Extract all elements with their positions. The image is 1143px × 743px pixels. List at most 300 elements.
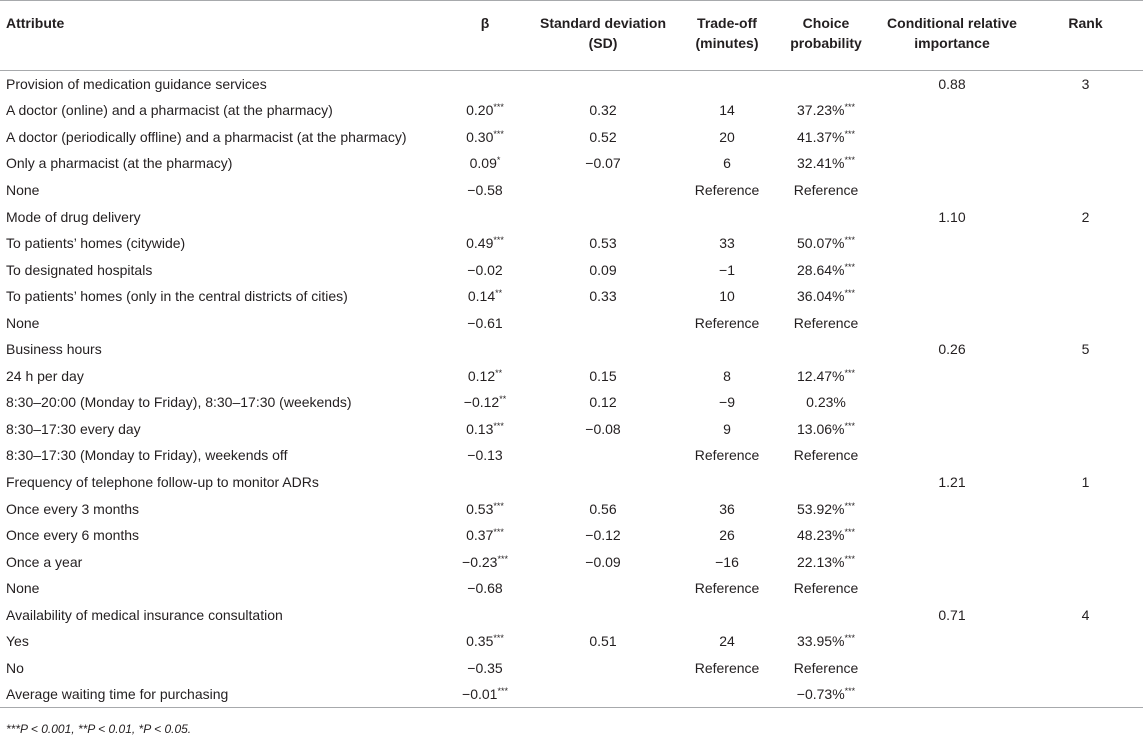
table-row [0,71,1143,98]
attribute-cell [0,309,442,336]
sd-cell [528,522,678,549]
importance-cell [876,124,1028,151]
significance-marker: *** [493,500,504,511]
importance-cell [876,97,1028,124]
attribute-cell-value: To patients’ homes (only in the central districts of cities) [6,288,348,305]
header-row [0,1,1143,71]
beta-cell [442,336,528,363]
tradeoff-cell [678,230,776,257]
attribute-cell-value: 8:30–20:00 (Monday to Friday), 8:30–17:30 (weekends) [6,394,352,411]
rank-cell-value: 5 [1081,341,1090,358]
attribute-cell-value: None [6,314,40,331]
sd-cell [528,124,678,151]
choice-cell-value: 48.23% [797,527,845,544]
significance-marker: *** [844,102,855,113]
importance-cell [876,601,1028,628]
table-row [0,681,1143,708]
choice-cell-value: Reference [793,659,859,676]
sd-cell [528,442,678,469]
beta-cell-value: −0.02 [467,261,503,278]
choice-cell-value: Reference [793,447,859,464]
sd-cell-value: 0.52 [589,128,617,145]
significance-marker: *** [493,527,504,538]
table-row [0,628,1143,655]
importance-cell [876,309,1028,336]
attribute-cell [0,150,442,177]
tradeoff-cell [678,548,776,575]
beta-cell-value: −0.58 [467,181,503,198]
attribute-cell-value: To designated hospitals [6,261,153,278]
attribute-cell [0,442,442,469]
tradeoff-cell [678,283,776,310]
tradeoff-cell [678,309,776,336]
rank-cell [1028,416,1143,443]
table-row [0,203,1143,230]
beta-cell-value: −0.01 [462,686,498,703]
sd-cell [528,681,678,708]
choice-cell-value: 22.13% [797,553,845,570]
sd-cell [528,416,678,443]
attribute-cell-value: A doctor (periodically offline) and a pharmacist (at the pharmacy) [6,128,407,145]
importance-cell [876,522,1028,549]
beta-cell [442,416,528,443]
beta-cell [442,575,528,602]
rank-cell [1028,442,1143,469]
tradeoff-cell [678,256,776,283]
significance-marker: *** [844,500,855,511]
sd-cell-value: 0.12 [589,394,617,411]
rank-cell [1028,495,1143,522]
choice-cell [776,442,876,469]
attribute-cell [0,655,442,682]
sd-cell [528,336,678,363]
beta-cell [442,203,528,230]
sd-cell [528,177,678,204]
table-row [0,389,1143,416]
table-row [0,256,1143,283]
sd-cell [528,203,678,230]
tradeoff-cell [678,495,776,522]
rank-cell [1028,150,1143,177]
choice-cell [776,495,876,522]
rank-cell [1028,71,1143,98]
sd-cell-value: −0.07 [585,155,621,172]
attribute-cell-value: To patients’ homes (citywide) [6,235,186,252]
rank-cell-value: 3 [1081,76,1090,93]
attribute-cell-value: None [6,580,40,597]
beta-cell-value: −0.68 [467,580,503,597]
choice-cell [776,363,876,390]
choice-cell [776,655,876,682]
beta-cell [442,601,528,628]
sd-cell-value: 0.53 [589,235,617,252]
sd-cell [528,548,678,575]
header-sd: Standard deviation (SD) [528,1,678,71]
choice-cell [776,601,876,628]
importance-cell-value: 0.71 [938,606,966,623]
header-choice-probability: Choice probability [776,1,876,71]
significance-marker: *** [844,420,855,431]
tradeoff-cell-value: Reference [694,659,760,676]
significance-marker: ** [495,288,503,299]
beta-cell-value: 0.30 [466,128,494,145]
tradeoff-cell-value: 33 [719,235,735,252]
attribute-cell [0,548,442,575]
attribute-cell-value: Availability of medical insurance consultation [6,606,283,623]
attribute-cell-value: Average waiting time for purchasing [6,686,229,703]
sd-cell-value: 0.09 [589,261,617,278]
sd-cell-value: −0.09 [585,553,621,570]
rank-cell [1028,97,1143,124]
attribute-cell-value: A doctor (online) and a pharmacist (at the pharmacy) [6,102,333,119]
rank-cell [1028,283,1143,310]
attribute-cell [0,256,442,283]
beta-cell [442,389,528,416]
tradeoff-cell-value: 20 [719,128,735,145]
tradeoff-cell-value: 36 [719,500,735,517]
tradeoff-cell [678,97,776,124]
choice-cell-value: 36.04% [797,288,845,305]
attribute-cell-value: Only a pharmacist (at the pharmacy) [6,155,233,172]
beta-cell [442,256,528,283]
importance-cell [876,495,1028,522]
beta-cell-value: −0.23 [462,553,498,570]
rank-cell [1028,177,1143,204]
attribute-cell [0,389,442,416]
choice-cell [776,628,876,655]
choice-cell [776,71,876,98]
tradeoff-cell [678,575,776,602]
sd-cell [528,363,678,390]
beta-cell-value: −0.35 [467,659,503,676]
footnote: ***P < 0.001, **P < 0.01, *P < 0.05. [6,722,192,736]
importance-cell [876,71,1028,98]
attribute-cell [0,495,442,522]
attribute-cell-value: Frequency of telephone follow-up to monitor ADRs [6,473,319,490]
tradeoff-cell-value: 8 [723,367,731,384]
attribute-cell [0,575,442,602]
table-row [0,283,1143,310]
beta-cell [442,442,528,469]
table-row [0,336,1143,363]
importance-cell [876,150,1028,177]
tradeoff-cell [678,124,776,151]
attribute-cell [0,283,442,310]
tradeoff-cell [678,681,776,708]
rank-cell [1028,522,1143,549]
choice-cell [776,283,876,310]
table-header [0,1,1143,71]
attribute-cell-value: 24 h per day [6,367,84,384]
table-row [0,97,1143,124]
sd-cell [528,469,678,496]
attribute-cell [0,681,442,708]
tradeoff-cell [678,469,776,496]
beta-cell-value: −0.12 [463,394,500,411]
tradeoff-cell-value: −1 [719,261,735,278]
choice-cell-value: 12.47% [797,367,845,384]
choice-cell [776,389,876,416]
attribute-cell-value: Mode of drug delivery [6,208,141,225]
rank-cell [1028,124,1143,151]
importance-cell-value: 1.21 [938,473,966,490]
choice-cell [776,309,876,336]
choice-cell [776,256,876,283]
table-row [0,601,1143,628]
choice-cell-value: 13.06% [797,420,845,437]
attribute-cell-value: 8:30–17:30 (Monday to Friday), weekends off [6,447,288,464]
table-row [0,230,1143,257]
header-relative-importance: Conditional relative importance [876,1,1028,71]
table-body [0,71,1143,708]
beta-cell-value: −0.13 [467,447,503,464]
choice-cell-value: 32.41% [797,155,845,172]
rank-cell-value: 1 [1081,473,1090,490]
significance-marker: *** [493,235,504,246]
significance-marker: *** [493,633,504,644]
rank-cell [1028,601,1143,628]
importance-cell [876,681,1028,708]
sd-cell [528,256,678,283]
table-row [0,548,1143,575]
beta-cell [442,363,528,390]
tradeoff-cell [678,71,776,98]
importance-cell [876,256,1028,283]
attribute-cell [0,522,442,549]
attribute-cell [0,177,442,204]
sd-cell [528,283,678,310]
table-row [0,309,1143,336]
table-row [0,150,1143,177]
significance-marker: *** [497,553,508,564]
tradeoff-cell [678,177,776,204]
sd-cell-value: −0.12 [585,527,621,544]
attribute-cell [0,336,442,363]
tradeoff-cell-value: −9 [719,394,735,411]
rank-cell [1028,256,1143,283]
significance-marker: *** [844,235,855,246]
rank-cell [1028,575,1143,602]
rank-cell [1028,336,1143,363]
beta-cell-value: −0.61 [467,314,503,331]
importance-cell [876,416,1028,443]
tradeoff-cell-value: 24 [719,633,735,650]
choice-cell-value: 50.07% [797,235,845,252]
tradeoff-cell-value: Reference [694,314,760,331]
significance-marker: *** [493,128,504,139]
importance-cell [876,177,1028,204]
table-row [0,522,1143,549]
significance-marker: ** [495,367,503,378]
choice-cell [776,124,876,151]
beta-cell [442,495,528,522]
choice-cell [776,548,876,575]
beta-cell-value: 0.20 [466,102,494,119]
sd-cell-value: −0.08 [585,420,621,437]
beta-cell-value: 0.53 [466,500,494,517]
choice-cell-value: 41.37% [797,128,845,145]
tradeoff-cell [678,655,776,682]
beta-cell [442,309,528,336]
choice-cell [776,575,876,602]
beta-cell [442,97,528,124]
attribute-cell-value: Once a year [6,553,83,570]
rank-cell [1028,655,1143,682]
choice-cell [776,230,876,257]
significance-marker: *** [844,633,855,644]
tradeoff-cell-value: 14 [719,102,735,119]
sd-cell [528,309,678,336]
significance-marker: *** [493,102,504,113]
rank-cell [1028,548,1143,575]
significance-marker: ** [499,394,507,405]
tradeoff-cell [678,522,776,549]
importance-cell [876,283,1028,310]
attribute-cell [0,203,442,230]
choice-cell [776,416,876,443]
sd-cell [528,655,678,682]
choice-cell [776,469,876,496]
table-row [0,442,1143,469]
sd-cell-value: 0.15 [589,367,617,384]
attribute-cell-value: Provision of medication guidance services [6,76,267,93]
significance-marker: *** [844,288,855,299]
choice-cell [776,522,876,549]
table-row [0,363,1143,390]
choice-cell-value: Reference [793,181,859,198]
tradeoff-cell [678,601,776,628]
table-row [0,177,1143,204]
sd-cell [528,575,678,602]
significance-marker: *** [493,420,504,431]
beta-cell [442,655,528,682]
beta-cell-value: 0.13 [466,420,494,437]
beta-cell [442,681,528,708]
choice-cell-value: Reference [793,314,859,331]
importance-cell [876,442,1028,469]
sd-cell [528,97,678,124]
beta-cell [442,230,528,257]
choice-cell-value: 0.23% [806,394,846,411]
importance-cell [876,548,1028,575]
tradeoff-cell [678,628,776,655]
attribute-cell-value: Once every 6 months [6,527,140,544]
choice-cell-value: Reference [793,580,859,597]
attribute-cell [0,628,442,655]
attribute-cell [0,601,442,628]
importance-cell [876,363,1028,390]
significance-marker: *** [497,686,508,697]
table-row [0,655,1143,682]
tradeoff-cell-value: Reference [694,181,760,198]
choice-cell-value: −0.73% [796,686,845,703]
significance-marker: *** [844,686,856,697]
beta-cell-value: 0.09 [469,155,497,172]
importance-cell [876,230,1028,257]
choice-cell-value: 37.23% [797,102,845,119]
choice-cell [776,681,876,708]
attribute-cell [0,97,442,124]
header-beta: β [442,1,528,71]
sd-cell [528,601,678,628]
beta-cell [442,150,528,177]
attribute-cell [0,230,442,257]
sd-cell [528,71,678,98]
attribute-cell-value: Business hours [6,341,102,358]
tradeoff-cell [678,442,776,469]
importance-cell [876,336,1028,363]
tradeoff-cell [678,416,776,443]
beta-cell [442,177,528,204]
beta-cell [442,628,528,655]
tradeoff-cell-value: 26 [719,527,735,544]
importance-cell [876,628,1028,655]
tradeoff-cell [678,363,776,390]
importance-cell [876,655,1028,682]
sd-cell-value: 0.56 [589,500,617,517]
attribute-cell [0,124,442,151]
rank-cell [1028,309,1143,336]
attribute-cell-value: Yes [6,633,29,650]
rank-cell [1028,469,1143,496]
sd-cell-value: 0.51 [589,633,617,650]
sd-cell [528,389,678,416]
tradeoff-cell-value: Reference [694,447,760,464]
tradeoff-cell-value: −16 [715,553,739,570]
importance-cell-value: 0.88 [938,76,966,93]
attribute-cell [0,469,442,496]
rank-cell-value: 4 [1081,606,1090,623]
significance-marker: * [496,155,501,166]
rank-cell-value: 2 [1081,208,1090,225]
beta-cell [442,124,528,151]
sd-cell [528,150,678,177]
rank-cell [1028,389,1143,416]
header-rank: Rank [1028,1,1143,71]
tradeoff-cell-value: Reference [694,580,760,597]
importance-cell [876,389,1028,416]
tradeoff-cell [678,389,776,416]
rank-cell [1028,363,1143,390]
sd-cell [528,230,678,257]
beta-cell-value: 0.12 [467,367,496,384]
header-tradeoff: Trade-off (minutes) [678,1,776,71]
sd-cell [528,628,678,655]
choice-cell [776,177,876,204]
beta-cell [442,522,528,549]
choice-cell [776,203,876,230]
significance-marker: *** [844,527,855,538]
choice-cell-value: 33.95% [797,633,845,650]
choice-cell-value: 28.64% [797,261,845,278]
beta-cell [442,548,528,575]
tradeoff-cell [678,203,776,230]
beta-cell-value: 0.14 [467,288,496,305]
rank-cell [1028,230,1143,257]
tradeoff-cell [678,150,776,177]
tradeoff-cell-value: 6 [723,155,731,172]
significance-marker: *** [844,128,855,139]
attribute-cell [0,416,442,443]
tradeoff-cell-value: 9 [723,420,731,437]
significance-marker: *** [844,155,855,166]
rank-cell [1028,203,1143,230]
table-row [0,416,1143,443]
beta-cell [442,469,528,496]
attribute-cell [0,363,442,390]
significance-marker: *** [844,367,855,378]
attribute-cell-value: 8:30–17:30 every day [6,420,141,437]
